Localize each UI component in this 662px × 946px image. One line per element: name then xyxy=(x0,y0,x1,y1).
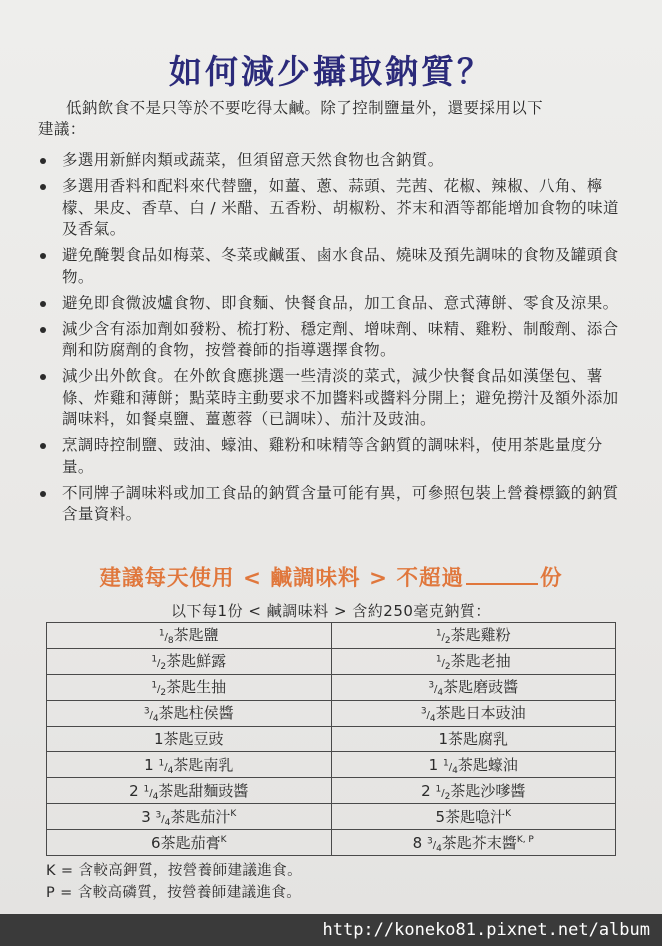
fraction-denominator: 2 xyxy=(444,636,451,647)
note-potassium: K = 含較高鉀質，按營養師建議進食。 xyxy=(46,863,302,879)
seasoning-name: 茶匙老抽 xyxy=(450,652,511,671)
table-cell xyxy=(331,804,616,830)
table-cell xyxy=(47,700,332,726)
table-cell xyxy=(47,778,332,804)
fraction-denominator: 4 xyxy=(152,791,159,802)
table-cell xyxy=(47,830,332,856)
note-marker: K, P xyxy=(516,834,534,845)
seasoning-name: 茶匙豆豉 xyxy=(163,730,224,749)
seasoning-name: 茶匙甜麵豉醬 xyxy=(158,781,249,800)
table-cell xyxy=(47,623,332,649)
fraction-denominator: 4 xyxy=(452,765,458,776)
fraction-denominator: 4 xyxy=(437,688,444,699)
fraction-numerator: 1 xyxy=(435,654,442,665)
portion-fraction xyxy=(435,629,451,647)
seasoning-name: 茶匙芥末醬 xyxy=(441,833,517,852)
seasoning-name: 茶匙鹽 xyxy=(173,626,219,645)
fraction-denominator: 4 xyxy=(429,714,436,725)
fraction-numerator: 1 xyxy=(435,629,442,640)
fraction-denominator: 2 xyxy=(444,662,451,673)
portion-whole: 2 xyxy=(421,781,431,800)
fraction-slash: / xyxy=(448,761,453,773)
table-cell xyxy=(331,674,616,700)
table-cell xyxy=(331,752,616,778)
table-row xyxy=(47,700,616,726)
fraction-slash: / xyxy=(164,632,168,644)
portion-fraction xyxy=(435,784,451,802)
table-row xyxy=(47,752,616,778)
table-row xyxy=(47,804,616,830)
advice-list xyxy=(38,150,628,530)
fraction-denominator: 2 xyxy=(444,791,451,802)
fraction-slash: / xyxy=(434,684,438,696)
portion-whole: 1 xyxy=(144,755,154,774)
table-row xyxy=(47,623,616,649)
portion-whole: 8 xyxy=(412,833,423,852)
advice-item: 減少含有添加劑如發粉、梳打粉、穩定劑、增味劑、味精、雞粉、制酸劑、添合劑和防腐劑的食物，按營養師的指導選擇食物。 xyxy=(38,319,628,362)
watermark-bar xyxy=(0,914,662,946)
fraction-slash: / xyxy=(149,710,153,722)
table-cell xyxy=(47,648,332,674)
fraction-slash: / xyxy=(441,787,445,799)
fraction-denominator: 4 xyxy=(167,765,174,776)
fraction-denominator: 2 xyxy=(160,688,167,699)
fraction-denominator: 4 xyxy=(164,817,171,828)
portion-fraction xyxy=(158,758,174,776)
portion-whole: 2 xyxy=(129,781,139,800)
fraction-numerator: 1 xyxy=(435,784,442,795)
seasoning-name: 茶匙蠔油 xyxy=(457,755,518,774)
table-cell xyxy=(47,804,332,830)
fraction-slash: / xyxy=(432,839,437,851)
portion-fraction xyxy=(435,654,451,673)
intro-line-1: 低鈉飲食不是只等於不要吃得太鹹。除了控制鹽量外，還要採用以下 xyxy=(66,99,544,117)
fraction-slash: / xyxy=(164,761,168,773)
portion-whole: 6 xyxy=(151,834,161,852)
seasoning-name: 茶匙腐乳 xyxy=(448,730,509,749)
portion-fraction xyxy=(151,680,167,699)
fraction-numerator: 3 xyxy=(420,706,427,717)
seasoning-name: 茶匙沙嗲醬 xyxy=(450,781,526,800)
portion-fraction xyxy=(143,706,159,725)
fraction-numerator: 1 xyxy=(151,680,158,691)
table-cell xyxy=(331,830,616,856)
note-marker: K xyxy=(230,808,237,819)
advice-item: 避免即食微波爐食物、即食麵、快餐食品，加工食品、意式薄餅、零食及涼果。 xyxy=(38,293,628,315)
table-body xyxy=(47,623,616,856)
table-row xyxy=(47,674,616,700)
table-cell xyxy=(331,778,616,804)
portion-whole: 1 xyxy=(428,755,439,774)
table-row xyxy=(47,648,616,674)
fraction-numerator: 1 xyxy=(143,784,150,795)
fraction-slash: / xyxy=(157,684,161,696)
portion-fraction xyxy=(442,758,458,776)
advice-item: 多選用新鮮肉類或蔬菜，但須留意天然食物也含鈉質。 xyxy=(38,150,628,172)
seasoning-portion-table xyxy=(46,622,616,856)
intro-paragraph xyxy=(38,98,628,140)
fraction-numerator: 3 xyxy=(428,680,435,691)
table-cell xyxy=(47,674,332,700)
fill-in-blank xyxy=(466,565,538,585)
recommendation-text: 建議每天使用 < 鹹調味料 > 不超過 xyxy=(99,566,464,591)
table-cell xyxy=(331,623,616,649)
fraction-numerator: 3 xyxy=(426,836,433,847)
table-cell xyxy=(47,752,332,778)
advice-item: 避免醃製食品如梅菜、冬菜或鹹蛋、鹵水食品、燒味及預先調味的食物及罐頭食物。 xyxy=(38,245,628,288)
seasoning-name: 茶匙日本豉油 xyxy=(435,704,526,723)
portion-fraction xyxy=(426,836,442,854)
fraction-denominator: 4 xyxy=(152,714,159,725)
table-cell xyxy=(331,726,616,752)
fraction-numerator: 1 xyxy=(158,758,165,769)
table-row xyxy=(47,778,616,804)
fraction-numerator: 3 xyxy=(143,706,150,717)
note-phosphorus: P = 含較高磷質，按營養師建議進食。 xyxy=(46,885,302,901)
fraction-slash: / xyxy=(441,658,445,670)
portion-whole: 1 xyxy=(438,730,449,749)
seasoning-name: 茶匙茄膏 xyxy=(160,834,221,852)
fraction-slash: / xyxy=(161,813,165,825)
fraction-slash: / xyxy=(426,710,430,722)
table-row xyxy=(47,726,616,752)
table-notes xyxy=(46,860,302,904)
seasoning-name: 茶匙雞粉 xyxy=(450,626,511,645)
advice-item: 減少出外飲食。在外飲食應挑選一些清淡的菜式，減少快餐食品如漢堡包、薯條、炸雞和薄餅；點菜時主動要求不加醬料或醬料分開上；避免撈汁及額外添加調味料，如餐桌鹽、薑蔥蓉（已調味）、茄汁及豉油。 xyxy=(38,366,628,431)
page-title: 如何減少攝取鈉質？ xyxy=(169,52,493,91)
recommendation-unit: 份 xyxy=(539,566,563,591)
fraction-denominator: 2 xyxy=(160,662,167,673)
seasoning-name: 茶匙鮮露 xyxy=(166,652,227,671)
advice-item: 烹調時控制鹽、豉油、蠔油、雞粉和味精等含鈉質的調味料，使用茶匙量度分量。 xyxy=(38,435,628,478)
fraction-denominator: 4 xyxy=(436,843,442,854)
fraction-denominator: 8 xyxy=(167,636,174,647)
portion-fraction xyxy=(151,654,167,673)
advice-item: 多選用香料和配料來代替鹽，如薑、蔥、蒜頭、芫茜、花椒、辣椒、八角、檸檬、果皮、香草、白 / 米醋、五香粉、胡椒粉、芥末和酒等都能增加食物的味道及香氣。 xyxy=(38,176,628,241)
fraction-slash: / xyxy=(157,658,161,670)
table-cell xyxy=(331,700,616,726)
note-marker: K xyxy=(220,835,227,845)
advice-item: 不同牌子調味料或加工食品的鈉質含量可能有異，可參照包裝上營養標籤的鈉質含量資料。 xyxy=(38,483,628,526)
note-marker: K xyxy=(505,809,511,820)
seasoning-name: 茶匙南乳 xyxy=(173,755,234,774)
portion-fraction xyxy=(428,680,444,699)
table-heading: 以下每1份 < 鹹調味料 > 含約250毫克鈉質： xyxy=(171,602,491,620)
fraction-numerator: 1 xyxy=(158,629,165,640)
seasoning-name: 茶匙茄汁 xyxy=(170,807,231,826)
table-cell xyxy=(47,726,332,752)
portion-fraction xyxy=(155,810,171,828)
intro-line-2: 建議： xyxy=(38,120,86,138)
table-cell xyxy=(331,648,616,674)
seasoning-name: 茶匙喼汁 xyxy=(445,808,506,827)
portion-fraction xyxy=(420,706,436,725)
portion-whole: 3 xyxy=(141,807,151,826)
seasoning-name: 茶匙生抽 xyxy=(166,678,227,697)
fraction-slash: / xyxy=(441,632,445,644)
fraction-slash: / xyxy=(149,787,153,799)
watermark-url: http://koneko81.pixnet.net/album xyxy=(322,920,650,940)
fraction-numerator: 1 xyxy=(442,758,449,769)
portion-fraction xyxy=(143,784,159,802)
fraction-numerator: 3 xyxy=(155,810,162,821)
portion-whole: 5 xyxy=(435,808,446,827)
fraction-numerator: 1 xyxy=(151,654,158,665)
daily-recommendation xyxy=(0,561,662,592)
portion-fraction xyxy=(158,629,174,647)
table-row xyxy=(47,830,616,856)
seasoning-name: 茶匙磨豉醬 xyxy=(443,678,519,697)
portion-whole: 1 xyxy=(153,730,164,749)
seasoning-name: 茶匙柱侯醬 xyxy=(158,704,234,723)
